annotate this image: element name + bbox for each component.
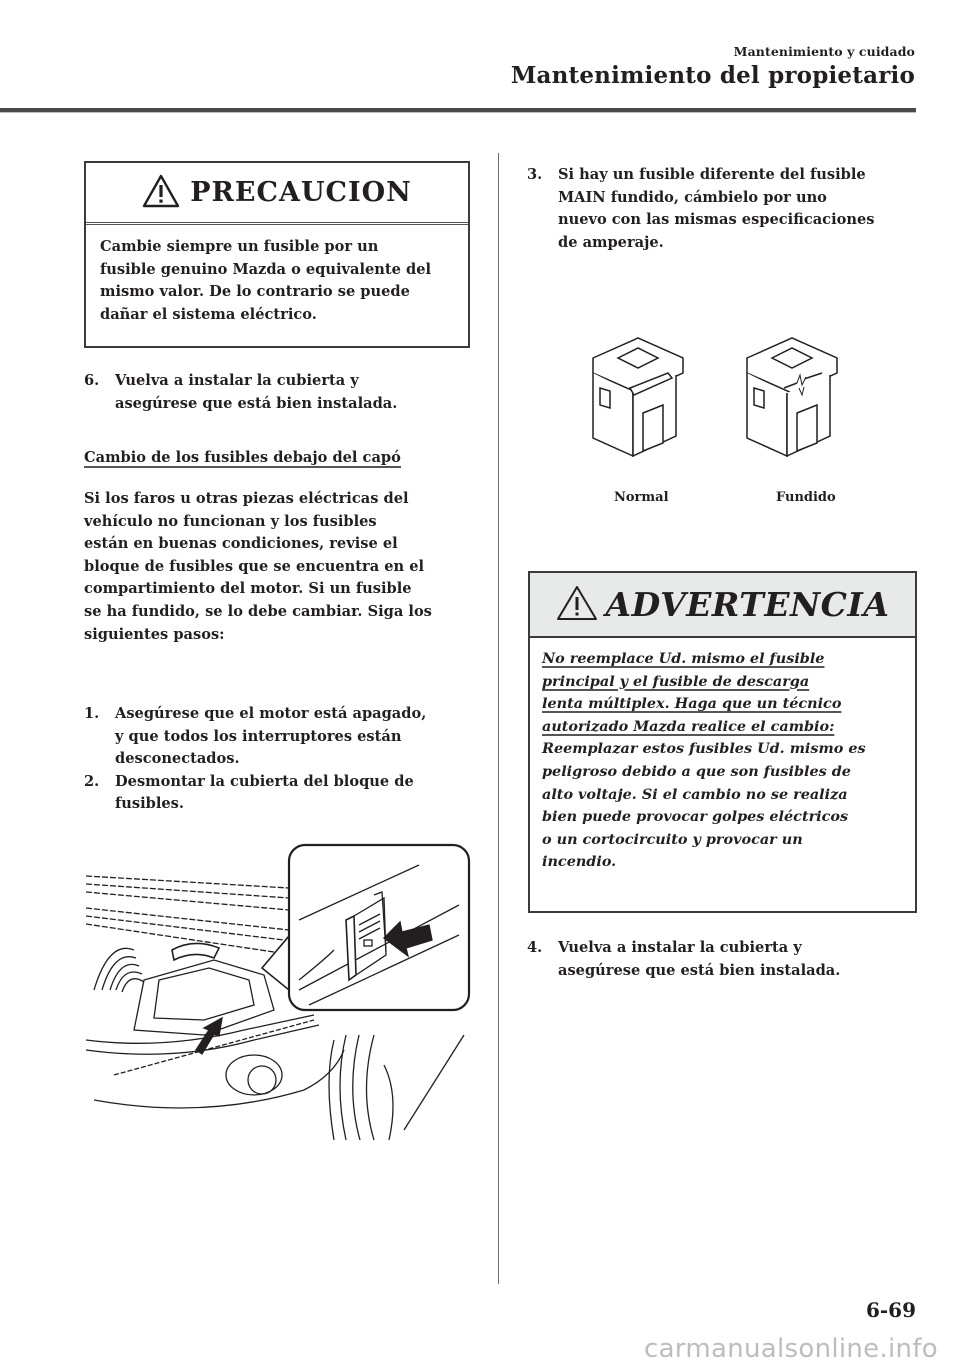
step-1: [84, 703, 484, 771]
caution-line: dañar el sistema eléctrico.: [100, 305, 317, 323]
section-label: Mantenimiento y cuidado: [733, 44, 915, 59]
paragraph-line: bloque de fusibles que se encuentra en el: [84, 557, 425, 575]
warning-triangle-icon: [142, 174, 180, 212]
warning-line: Reemplazar estos fusibles Ud. mismo es: [542, 740, 866, 758]
caution-line: mismo valor. De lo contrario se puede: [100, 283, 410, 301]
warning-line: peligroso debido a que son fusibles de: [542, 762, 851, 780]
step-text: [558, 164, 927, 254]
step-number: 6.: [84, 372, 100, 389]
warning-line: bien puede provocar golpes eléctricos: [542, 808, 849, 826]
paragraph-line: vehículo no funcionan y los fusibles: [84, 512, 377, 530]
step-line: y que todos los interruptores están: [115, 727, 402, 745]
step-line: Si hay un fusible diferente del fusible: [558, 166, 866, 183]
warning-box: [528, 571, 917, 913]
warning-title: ADVERTENCIA: [605, 585, 890, 624]
column-divider: [498, 153, 499, 1284]
paragraph-line: Si los faros u otras piezas eléctricas del: [84, 490, 409, 507]
paragraph-line: compartimiento del motor. Si un fusible: [84, 580, 412, 598]
step-line: desconectados.: [115, 750, 240, 768]
warning-header: [530, 573, 915, 638]
fuse-normal-icon: [588, 333, 688, 458]
step-2: [84, 771, 484, 816]
step-number: 4.: [527, 939, 543, 956]
step-text: [115, 370, 484, 415]
step-number: 3.: [527, 166, 543, 183]
fuse-blown-label: Fundido: [776, 490, 836, 505]
caution-box: [84, 161, 470, 348]
step-line: MAIN fundido, cámbielo por uno: [558, 188, 827, 206]
warning-triangle-icon: [556, 585, 598, 625]
page-title: Mantenimiento del propietario: [510, 62, 915, 89]
section-heading: Cambio de los fusibles debajo del capó: [84, 449, 401, 466]
caution-title: PRECAUCION: [190, 177, 412, 208]
warning-line: alto voltaje. Si el cambio no se realiza: [542, 785, 848, 803]
step-line: asegúrese que está bien instalada.: [558, 961, 841, 979]
fuse-blown-icon: [742, 333, 842, 458]
step-number: 2.: [84, 772, 100, 790]
step-line: fusibles.: [115, 795, 184, 813]
paragraph-line: se ha fundido, se lo debe cambiar. Siga los: [84, 602, 432, 620]
step-6: [84, 370, 484, 415]
caution-line: fusible genuino Mazda o equivalente del: [100, 260, 432, 278]
step-text: [115, 703, 484, 771]
step-line: nuevo con las mismas especificaciones: [558, 211, 875, 229]
step-4: [527, 937, 927, 982]
section-paragraph: [84, 488, 484, 646]
header-rule: [0, 108, 916, 113]
warning-text: [530, 638, 915, 874]
step-line: Vuelva a instalar la cubierta y: [558, 939, 802, 956]
warning-emphasis-line: principal y el fusible de descarga: [542, 672, 810, 690]
engine-fuse-block-illustration: [84, 840, 474, 1140]
caution-text: [86, 225, 468, 326]
caution-line: Cambie siempre un fusible por un: [100, 238, 379, 255]
section-heading-wrap: [84, 447, 401, 468]
fuse-normal-label: Normal: [614, 490, 669, 505]
steps-list: [84, 703, 484, 816]
page-number: 6-69: [865, 1298, 916, 1322]
warning-line: o un cortocircuito y provocar un: [542, 830, 803, 848]
step-line: Vuelva a instalar la cubierta y: [115, 372, 359, 389]
warning-emphasis-line: autorizado Mazda realice el cambio:: [542, 717, 835, 735]
warning-line: incendio.: [542, 853, 617, 871]
caution-header: [86, 163, 468, 225]
step-3: [527, 164, 927, 254]
step-text: [558, 937, 927, 982]
step-number: 1.: [84, 705, 100, 722]
step-line: Asegúrese que el motor está apagado,: [115, 705, 427, 722]
warning-emphasis-line: lenta múltiplex. Haga que un técnico: [542, 695, 842, 713]
step-text: [115, 771, 484, 816]
step-line: asegúrese que está bien instalada.: [115, 394, 398, 412]
watermark-link[interactable]: carmanualsonline.info: [643, 1334, 938, 1364]
step-line: Desmontar la cubierta del bloque de: [115, 772, 414, 790]
paragraph-line: siguientes pasos:: [84, 625, 225, 643]
step-line: de amperaje.: [558, 233, 664, 251]
paragraph-line: están en buenas condiciones, revise el: [84, 535, 398, 553]
warning-emphasis-line: No reemplace Ud. mismo el fusible: [542, 650, 825, 667]
